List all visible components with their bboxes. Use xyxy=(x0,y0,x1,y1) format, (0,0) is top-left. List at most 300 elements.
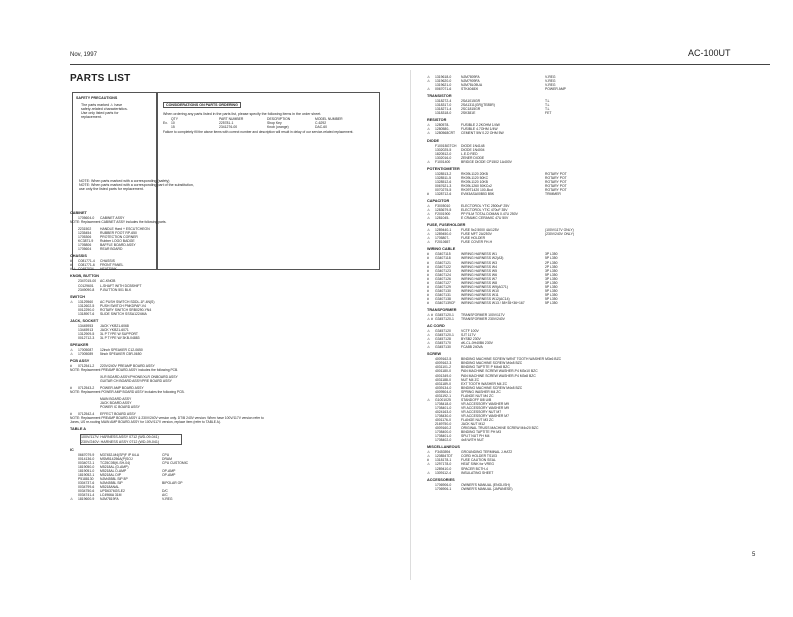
cell: G3407139CF xyxy=(435,300,456,305)
cell: 0012290-0 xyxy=(78,307,95,312)
cell xyxy=(545,487,615,491)
cell: 1705604-0 xyxy=(78,216,95,220)
cell: 1297178-0 xyxy=(435,462,452,467)
cell: 4009162-3 xyxy=(435,361,452,366)
cell xyxy=(162,405,202,409)
cell: 2SA1015GR xyxy=(461,99,481,104)
cell: G3407115 xyxy=(435,252,451,257)
cell: FUSE 5x2.5000 4A/125V xyxy=(461,228,499,233)
cell: RUBBER FOOT RP-650 xyxy=(100,231,137,236)
list-item xyxy=(427,301,637,305)
cell: 1280578- xyxy=(435,123,450,128)
cell: G3407121 xyxy=(435,260,451,265)
cell: BINDING MACHINE SCREW M4x8 BZC xyxy=(461,361,523,366)
cell: 5P L350 xyxy=(545,272,558,277)
cell: # xyxy=(70,412,72,417)
cell: L-SHAFT WITH DCBSHIFT xyxy=(100,283,142,288)
cell: 4031101-2 xyxy=(435,365,451,370)
list-item xyxy=(427,87,637,91)
cell: V-REG xyxy=(545,83,556,88)
cell: 1820512-0 xyxy=(435,151,452,156)
cell: 1328512-6 xyxy=(435,179,452,184)
cell: 1319620-0 xyxy=(435,79,452,84)
cell: VR ACCESSORY NUT M7 xyxy=(461,409,502,414)
cell: 10 xyxy=(171,121,175,126)
cell: # xyxy=(427,272,429,277)
cell: WIRING HARNESS W2(A3) xyxy=(461,256,504,261)
cell: NJM7819FA xyxy=(100,497,119,502)
cell: WIRING HARNESS W3 xyxy=(461,260,497,265)
cell: 1280580- xyxy=(435,127,450,132)
cell: 15 xyxy=(171,125,175,130)
section-title: PCB ASSY xyxy=(70,359,90,364)
cell: 4024163-0 xyxy=(435,409,452,414)
cell: 1708402-0 xyxy=(435,438,452,443)
cell xyxy=(162,267,202,271)
cell: FCA5B 240VA xyxy=(461,345,483,350)
cell: 1819600-9 xyxy=(78,497,95,502)
cell: 0667079-9 xyxy=(78,452,95,457)
list-item xyxy=(70,312,270,316)
cell xyxy=(78,405,100,409)
cell: # xyxy=(70,386,72,391)
cell: 0070275-5 xyxy=(435,187,452,192)
section-note: NOTE: Replacement POWER AMP BOARD ASSY includes the following PCB. xyxy=(70,390,185,395)
cell: 1312909-5 xyxy=(78,331,95,336)
cell: 2169750-0 xyxy=(435,422,452,427)
cell: GUITAR CH BOARD ASSY/PRE BOARD ASSY xyxy=(100,379,172,384)
list-item xyxy=(70,497,270,501)
cell xyxy=(70,405,78,409)
cell xyxy=(70,312,78,316)
section-title: SWITCH xyxy=(70,294,85,299)
header-rule xyxy=(70,64,770,65)
note-line: NOTE: When parts marked with a corresponding (safety) xyxy=(79,179,170,183)
cell: 1819052-1 xyxy=(78,472,95,477)
cell: # xyxy=(427,292,429,297)
cell: D/C xyxy=(162,489,168,494)
ordering-heading: CONSIDERATIONS ON PARTS ORDERING xyxy=(163,102,241,108)
cell: # xyxy=(427,276,429,281)
cell: PUSH SWITCH PNKDPAP-V4 xyxy=(100,303,146,308)
cell: ⚠ # xyxy=(427,313,433,318)
cell: 1708400-0 xyxy=(435,430,452,435)
cell: G3407130 xyxy=(435,288,451,293)
cell: WIRING HARNESS W6 xyxy=(461,272,497,277)
cell: NJM7909FA xyxy=(461,79,480,84)
cell: 0014136-0 xyxy=(78,456,95,461)
cell: ⚠ xyxy=(70,352,74,357)
cell: F3453594 xyxy=(435,450,451,455)
cell: 4031192-1 xyxy=(435,393,451,398)
cell: Rubber LOGO BADGE xyxy=(100,239,135,244)
cell: 1318271-4 xyxy=(435,107,452,112)
cell: M37452-M4(SP)F IP 64-A xyxy=(100,452,140,457)
cell: G3407124 xyxy=(435,272,451,277)
cell: # xyxy=(70,259,72,264)
cell: ⚠ xyxy=(427,470,431,475)
cell: 13445953 xyxy=(78,323,94,328)
cell: 1208547DT xyxy=(435,454,453,459)
cell: STK4048XI xyxy=(461,87,479,92)
cell: 1283679-5 xyxy=(435,208,452,213)
cell xyxy=(70,379,78,383)
cell: 2347015-00 xyxy=(78,279,97,284)
cell: ZENER DIODE xyxy=(461,155,485,160)
cell: 0712543-2 xyxy=(78,386,95,391)
cell: FLANGE NUT M4 ZC xyxy=(461,393,494,398)
cell: 0067621-3 xyxy=(435,183,452,188)
cell: 13129560 xyxy=(78,299,94,304)
cell: VCTF 100V xyxy=(461,329,479,334)
cell: G3457120 xyxy=(435,329,451,334)
cell: T.L xyxy=(545,103,550,108)
cell: 1705807- xyxy=(435,236,450,241)
cell: WIRING HARNESS W5 xyxy=(461,268,497,273)
cell: NUT M4 ZC xyxy=(461,377,480,382)
cell: G3407127 xyxy=(435,280,451,285)
cell: V-REG xyxy=(162,497,173,502)
cell: CORD HOLDER TS103 xyxy=(461,454,497,459)
cell: VR ACCESSORY WASHER M7 xyxy=(461,414,509,418)
section-title: CABINET xyxy=(70,211,87,215)
cell: JACK YKB21-6068 xyxy=(100,323,129,328)
ordering-row xyxy=(163,125,379,129)
cell: E CRAMIC CERAMIC 47U 50V xyxy=(461,216,509,221)
cell: ⚠ xyxy=(427,450,431,455)
list-item xyxy=(427,240,637,244)
cell: FUSIBLE 2.2KOHM 1/4W xyxy=(461,123,500,128)
cell: 4001180-0 xyxy=(435,369,451,374)
cell: 1281045- xyxy=(435,216,450,221)
cell: FUSE MFT 2A/250V xyxy=(461,232,492,237)
cell xyxy=(427,111,435,115)
cell: 1328511-5 xyxy=(435,175,451,180)
cell: ⚠ xyxy=(70,299,74,304)
cell: P5188130 xyxy=(78,476,94,481)
cell: EXT TOOTH WASHER M4 ZC xyxy=(461,381,508,386)
cell xyxy=(545,345,615,349)
cell: 0034072-1 xyxy=(78,460,95,465)
cell: SPACER BCTH-4 xyxy=(461,466,488,471)
cell: 220V/240V PREAMP BOARD ASSY xyxy=(100,364,155,369)
cell: 4009504-0 xyxy=(435,389,452,394)
cell: ⚠ xyxy=(427,127,431,132)
cell: L.E.D RED xyxy=(461,151,478,156)
cell: RK09T1420 100-Bcd xyxy=(461,187,493,192)
cell: # xyxy=(427,296,429,301)
notes-block xyxy=(79,179,194,191)
cell: AC-KNOB xyxy=(100,279,116,284)
cell: F2001900 xyxy=(435,212,451,217)
cell: C0129601 xyxy=(78,283,94,288)
cell: WIRING HARNESS W4 xyxy=(461,264,497,269)
cell: ⚠ xyxy=(427,75,431,79)
cell: 1302016-0 xyxy=(435,155,452,160)
cell: 0712542-4 xyxy=(78,412,95,417)
safety-lines xyxy=(81,103,157,119)
cell: BINDING TAPTITE P M4x8 BZC xyxy=(461,365,510,370)
cell: HEATSINK xyxy=(100,267,117,272)
cell: ⚠ xyxy=(427,131,431,136)
cell: # xyxy=(427,300,429,305)
section-title: KNOB, BUTTON xyxy=(70,274,100,279)
cell: # xyxy=(427,284,429,289)
cell: WIRING HARNESS W8 xyxy=(461,280,497,285)
section-title: AC CORD xyxy=(427,324,445,329)
cell: 5inch SPEAKER C5R-0650 xyxy=(100,352,142,357)
section-title: IC xyxy=(70,447,74,452)
cell: TRIMMER xyxy=(545,191,561,196)
cell: 2349090-8 xyxy=(78,287,95,292)
cell: 1708401-0 xyxy=(435,405,452,410)
section-note: NOTE: Replacement PREAMP BOARD ASSY & 230V/240V version only. DT/B 240V version: When have 100V/117V version refer to Jones, US re-routing MAIN AMP BOARD ASSY for 100V/117V version, replace item (refer to TABLE A). xyxy=(70,416,264,425)
cell: 1706906-0 xyxy=(435,482,452,487)
cell: DRAM xyxy=(162,456,172,461)
cell: RK09L1260 50KCx2 xyxy=(461,183,492,188)
page-title: PARTS LIST xyxy=(70,73,131,84)
cell: 0067071-6 xyxy=(435,87,452,92)
cell: ⚠ # xyxy=(427,317,433,322)
cell xyxy=(545,438,615,442)
cell: M5218AL (D-AMP) xyxy=(100,464,129,469)
cell xyxy=(162,352,202,356)
cell: BYSB2 230V xyxy=(461,337,481,342)
cell: 1318318-0 xyxy=(435,111,452,116)
cell: NJM4558L SIP xyxy=(100,480,123,485)
cell: ROTARY POT xyxy=(545,171,567,176)
cell: 1819050-0 xyxy=(78,464,95,469)
cell: MSM514256A(P)SOJ xyxy=(100,456,133,461)
cell: FRONT PANEL xyxy=(100,263,124,268)
table-a-row: 100V/117V: HARNESS ASSY 0712 (WD-09-041) xyxy=(81,435,159,440)
cell: 4031188-0 xyxy=(435,377,451,382)
cell: C081771-4 xyxy=(78,259,95,264)
section-title: TRANSISTOR xyxy=(427,94,452,99)
cell: 1289450-0 xyxy=(435,232,452,237)
cell: NJM7809FA xyxy=(461,75,480,79)
page-number: 5 xyxy=(752,552,756,558)
left-column xyxy=(70,208,270,501)
cell: PAN MACHINE SCREW WASHER-P4 M3x8 BZC xyxy=(461,373,536,378)
cell: 0034741-4 xyxy=(78,493,95,498)
cell: WIRING HARNESS W7 xyxy=(461,276,497,281)
cell: 2P L350 xyxy=(545,264,558,269)
cell: (230V/240V ONLY) xyxy=(545,232,574,237)
cell: C0487034 xyxy=(78,267,94,272)
cell: ⚠ xyxy=(427,87,431,92)
table-a-title: TABLE A xyxy=(70,427,87,432)
cell: V-REG xyxy=(545,75,556,79)
cell: F2010657 xyxy=(435,240,451,245)
cell xyxy=(545,131,615,135)
cell: 1318907-6 xyxy=(78,311,95,316)
cell: BAFFLE BOARD ASSY xyxy=(100,243,136,248)
list-item xyxy=(427,216,637,220)
cell xyxy=(545,317,615,321)
cell: TRANSFORMER 100V/117V xyxy=(461,313,505,318)
section-title: RESISTOR xyxy=(427,118,447,123)
cell: G3407122 xyxy=(435,264,451,269)
list-item xyxy=(70,352,270,356)
cell: 1319618-0 xyxy=(435,75,452,79)
cell: # xyxy=(427,252,429,257)
cell: 12inch SPEAKER C12-0650 xyxy=(100,347,143,352)
cell: 17005087 xyxy=(78,347,94,352)
cell: 1312602-5 xyxy=(78,303,95,308)
cell: ⚠ xyxy=(427,212,431,217)
cell: RK09L1120 50KC xyxy=(461,175,489,180)
cell: BINDING MACHINE SCREW W/INT TOOTH WASHER M3x6 BZC xyxy=(461,357,562,362)
cell: SJT 117V xyxy=(461,333,476,338)
cell: ⚠ xyxy=(427,79,431,84)
cell: BINDING TAPTITE PH M3 xyxy=(461,430,502,435)
cell: INSULATING SHEET xyxy=(461,470,494,475)
cell: MAIN BOARD ASSY xyxy=(100,397,132,402)
list-item xyxy=(70,336,270,340)
cell: ORIGINAL TRUSS MACHINE SCREW M4x20 BZC xyxy=(461,426,539,431)
cell: STANDOFF 8/8 U/B xyxy=(461,397,492,402)
cell: 5P L350 xyxy=(545,288,558,293)
cell xyxy=(545,216,615,220)
cell: # xyxy=(70,263,72,268)
cell: 1708401-0 xyxy=(435,434,452,439)
cell: GROUNDING TERMINAL J-HAT2 xyxy=(461,450,513,455)
cell: ⚠ xyxy=(427,333,431,338)
cell xyxy=(545,471,615,475)
cell: G3407118 xyxy=(435,256,451,261)
cell: F3005010 xyxy=(435,204,451,209)
cell: # xyxy=(427,191,429,196)
cell: 3P L350 xyxy=(545,252,558,257)
cell: ⚠ xyxy=(427,216,431,221)
cell: 1705306 xyxy=(78,235,92,240)
safety-line: The parts marked ⚠ have xyxy=(81,103,123,108)
cell: G3407123 xyxy=(435,268,451,273)
cell: 3L P TYPE W/ 3KB-04883 xyxy=(100,335,140,340)
cell: 1319621-0 xyxy=(435,83,452,88)
cell: FET xyxy=(545,111,552,116)
cell: ROTARY POT xyxy=(545,187,567,192)
cell: NJM78L05UA xyxy=(461,83,483,88)
safety-line: safety-related characteristics. xyxy=(81,107,128,112)
cell: TC25C0B(K-SH-04) xyxy=(100,460,131,465)
cell: 0304737-6 xyxy=(78,480,95,485)
cell: G3457128 xyxy=(435,337,451,342)
cell: 2SK381E xyxy=(461,111,476,116)
cell: ⚠ xyxy=(427,337,431,342)
cell: PP FILM TOTAL DOMAN 0.47U 250V xyxy=(461,212,518,217)
cell: # xyxy=(427,256,429,261)
cell: 2231502 xyxy=(78,227,92,232)
cell: V-REG xyxy=(545,79,556,84)
cell: Knob (orange) xyxy=(267,125,289,130)
cell: 4001176-0 xyxy=(435,418,451,423)
cell: RK09L1120 20KB xyxy=(461,171,488,176)
column-header: PART NUMBER xyxy=(219,117,244,122)
cell: CABINET ASSY xyxy=(100,216,125,220)
cell: ROTARY POT xyxy=(545,183,567,188)
cell: ⚠ xyxy=(427,236,431,241)
cell: 3L P TYPE W SUPPORT xyxy=(100,331,138,336)
cell: JACK BOARD ASSY xyxy=(100,401,132,406)
cell: ROTARY POT xyxy=(545,175,567,180)
list-item xyxy=(427,471,637,475)
list-item xyxy=(70,288,270,292)
cell: dK-CL-0H40B6 230V xyxy=(461,341,493,346)
cell: BRIDGE DIODE CP1502 1A400V xyxy=(461,159,512,164)
cell: 1705604 xyxy=(78,247,92,252)
cell: G3407129 xyxy=(435,284,451,289)
cell: C081771-6 xyxy=(78,263,95,268)
section-title: JACK, SOCKET xyxy=(70,318,99,323)
cell: ⚠ xyxy=(70,497,74,502)
cell: 1302025-5 xyxy=(435,147,452,152)
list-item xyxy=(427,192,637,196)
cell: ELECTOROL YTIC 470uF 35V xyxy=(461,208,508,213)
list-item xyxy=(427,160,637,164)
cell: 17005089 xyxy=(78,352,94,357)
cell: 1706906-1 xyxy=(435,486,452,491)
cell: HANDLE Hard + ESCUTCHEON xyxy=(100,227,150,232)
ordering-intro: When ordering any parts listed in the parts list, please specify the following items in the order sheet. xyxy=(163,112,322,116)
column-header: MODEL NUMBER xyxy=(315,117,343,122)
cell: ⚠ xyxy=(70,347,74,352)
cell: FUSE HOLDER xyxy=(461,236,486,241)
cell: # xyxy=(427,280,429,285)
cell: 1309112-4 xyxy=(435,470,451,475)
cell: M5218AL DIP xyxy=(100,472,121,477)
cell xyxy=(70,247,78,251)
section-title: DIODE xyxy=(427,138,440,143)
cell: # xyxy=(427,288,429,293)
cell: # ⚠ xyxy=(70,267,76,272)
cell: JACK YKB21-6071 xyxy=(100,327,129,332)
table-a-row: 230V/240V: HARNESS ASSY 0712 (WD-09-041) xyxy=(81,439,160,444)
cell: G3457170 xyxy=(435,341,451,346)
list-item xyxy=(427,131,637,135)
cell: CHASSIS xyxy=(100,259,115,264)
cell: 1289410-0 xyxy=(435,466,452,471)
cell: TRANSFORMER 230V/240V xyxy=(461,317,505,322)
table-a xyxy=(80,434,182,444)
column-header: DESCRIPTION xyxy=(267,117,291,122)
cell: PAN MACHINE SCREW WASHER-P4 M3x10 BZC xyxy=(461,369,538,374)
cell: 1318178-1 xyxy=(435,458,452,463)
cell: 3P L350 xyxy=(545,268,558,273)
list-item xyxy=(427,487,637,491)
cell: ⚠ xyxy=(427,240,431,245)
cell: 1280568CRT xyxy=(435,131,456,136)
cell: AC PUSH SWITCH SDDL-1F-4N(S) xyxy=(100,299,155,304)
cell: A/C xyxy=(162,493,168,498)
cell: 2SA1311(GR)(TE85R) xyxy=(461,103,495,108)
cell: 0034750-6 xyxy=(78,489,95,494)
cell: ⚠ xyxy=(427,232,431,237)
cell: 1708430-0 xyxy=(435,414,452,418)
cell: F1001BGTCH xyxy=(435,143,457,148)
cell: 2341276-00 xyxy=(219,125,238,130)
cell: 1708418-0 xyxy=(435,401,452,406)
cell: ⚠ xyxy=(427,204,431,209)
cell: 1705806 xyxy=(78,243,92,248)
cell xyxy=(70,288,78,292)
cell: G3457130 xyxy=(435,345,451,350)
cell: # xyxy=(70,364,72,369)
cell: VR ACCESSORY WASHER M9 xyxy=(461,401,509,406)
cell: G3457120-1 xyxy=(435,333,454,338)
cell: POWER AMP xyxy=(545,87,566,92)
